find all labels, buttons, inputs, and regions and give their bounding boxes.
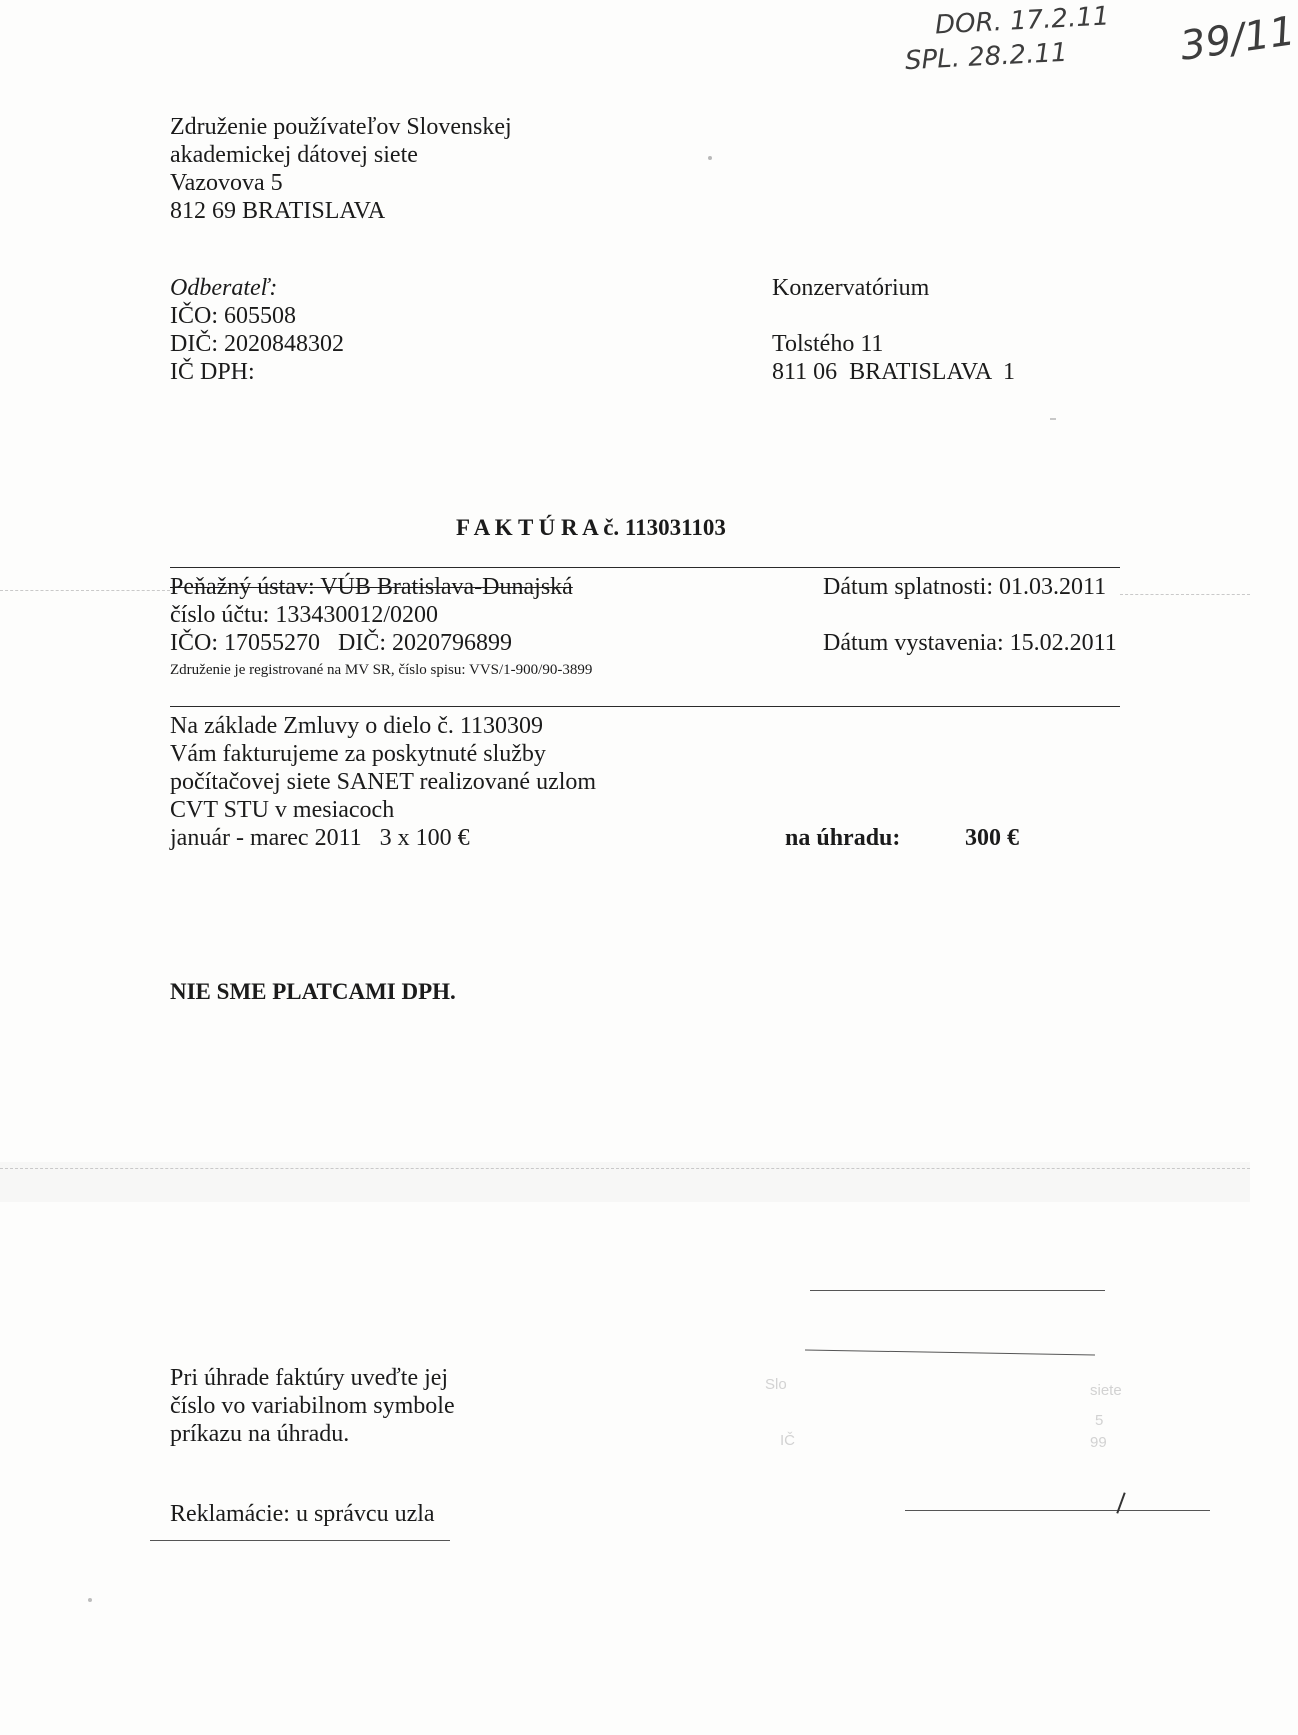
stamp-fragment: siete bbox=[1090, 1382, 1122, 1399]
billing-description bbox=[170, 712, 596, 852]
complaints-underline bbox=[150, 1540, 450, 1541]
issuer-tax-ids: IČO: 17055270 DIČ: 2020796899 bbox=[170, 630, 512, 656]
vat-notice: NIE SME PLATCAMI DPH. bbox=[170, 979, 456, 1004]
customer-icdph: IČ DPH: bbox=[170, 359, 255, 385]
stamp-fragment: Slo bbox=[765, 1376, 787, 1393]
handwritten-reference-number: 39/11 bbox=[1177, 8, 1298, 70]
paper-speck bbox=[1050, 418, 1056, 420]
paper-fold-left bbox=[0, 590, 170, 591]
issuer-address bbox=[170, 113, 512, 225]
payment-instructions bbox=[170, 1364, 455, 1448]
billing-line: Na základe Zmluvy o dielo č. 1130309 bbox=[170, 713, 544, 739]
customer-label: Odberateľ: bbox=[170, 275, 278, 301]
amount-due-value: 300 € bbox=[965, 825, 1019, 851]
signature-line-middle bbox=[805, 1349, 1095, 1355]
due-date: Dátum splatnosti: 01.03.2011 bbox=[823, 574, 1107, 600]
bank-institution: Peňažný ústav: VÚB Bratislava-Dunajská bbox=[170, 574, 573, 600]
customer-ids bbox=[170, 274, 344, 386]
issuer-line: Vazovova 5 bbox=[170, 170, 283, 196]
paper-fold-line bbox=[0, 1168, 1250, 1169]
billing-line: CVT STU v mesiacoch bbox=[170, 797, 395, 823]
bank-divider bbox=[170, 706, 1120, 707]
title-divider bbox=[170, 567, 1120, 568]
issue-date: Dátum vystavenia: 15.02.2011 bbox=[823, 630, 1117, 656]
customer-name: Konzervatórium bbox=[772, 275, 930, 301]
stamp-fragment: IČ bbox=[780, 1432, 795, 1449]
faded-stamp-imprint bbox=[760, 1370, 1160, 1460]
issuer-line: 812 69 BRATISLAVA bbox=[170, 198, 386, 224]
stamp-fragment: 99 bbox=[1090, 1434, 1107, 1451]
instruction-line: číslo vo variabilnom symbole bbox=[170, 1393, 455, 1419]
billing-line: január - marec 2011 3 x 100 € bbox=[170, 825, 470, 851]
instruction-line: Pri úhrade faktúry uveďte jej bbox=[170, 1365, 449, 1391]
amount-due-label: na úhradu: bbox=[785, 825, 901, 851]
issuer-line: akademickej dátovej siete bbox=[170, 142, 418, 168]
signature-line-bottom bbox=[905, 1510, 1210, 1511]
bank-account: číslo účtu: 133430012/0200 bbox=[170, 602, 438, 628]
customer-dic: DIČ: 2020848302 bbox=[170, 331, 344, 357]
issuer-line: Združenie používateľov Slovenskej bbox=[170, 114, 512, 140]
customer-ico: IČO: 605508 bbox=[170, 303, 296, 329]
billing-line: počítačovej siete SANET realizované uzlom bbox=[170, 769, 597, 795]
complaints-note: Reklamácie: u správcu uzla bbox=[170, 1501, 435, 1527]
bank-info bbox=[170, 573, 592, 679]
handwritten-posted-date: SPL. 28.2.11 bbox=[904, 37, 1069, 77]
paper-fold-right bbox=[1120, 594, 1250, 595]
invoice-title: F A K T Ú R A č. 113031103 bbox=[456, 515, 726, 540]
customer-city: 811 06 BRATISLAVA 1 bbox=[772, 359, 1015, 385]
paper-speck bbox=[708, 156, 712, 160]
signature-line-top bbox=[810, 1290, 1105, 1291]
handwritten-received-date: DOR. 17.2.11 bbox=[934, 1, 1110, 41]
paper-speck bbox=[88, 1598, 92, 1602]
billing-line: Vám fakturujeme za poskytnuté služby bbox=[170, 741, 546, 767]
registration-note: Združenie je registrované na MV SR, číslo spisu: VVS/1-900/90-3899 bbox=[170, 662, 593, 678]
customer-street: Tolstého 11 bbox=[772, 331, 884, 357]
stamp-fragment: 5 bbox=[1095, 1412, 1104, 1429]
instruction-line: príkazu na úhradu. bbox=[170, 1421, 350, 1447]
